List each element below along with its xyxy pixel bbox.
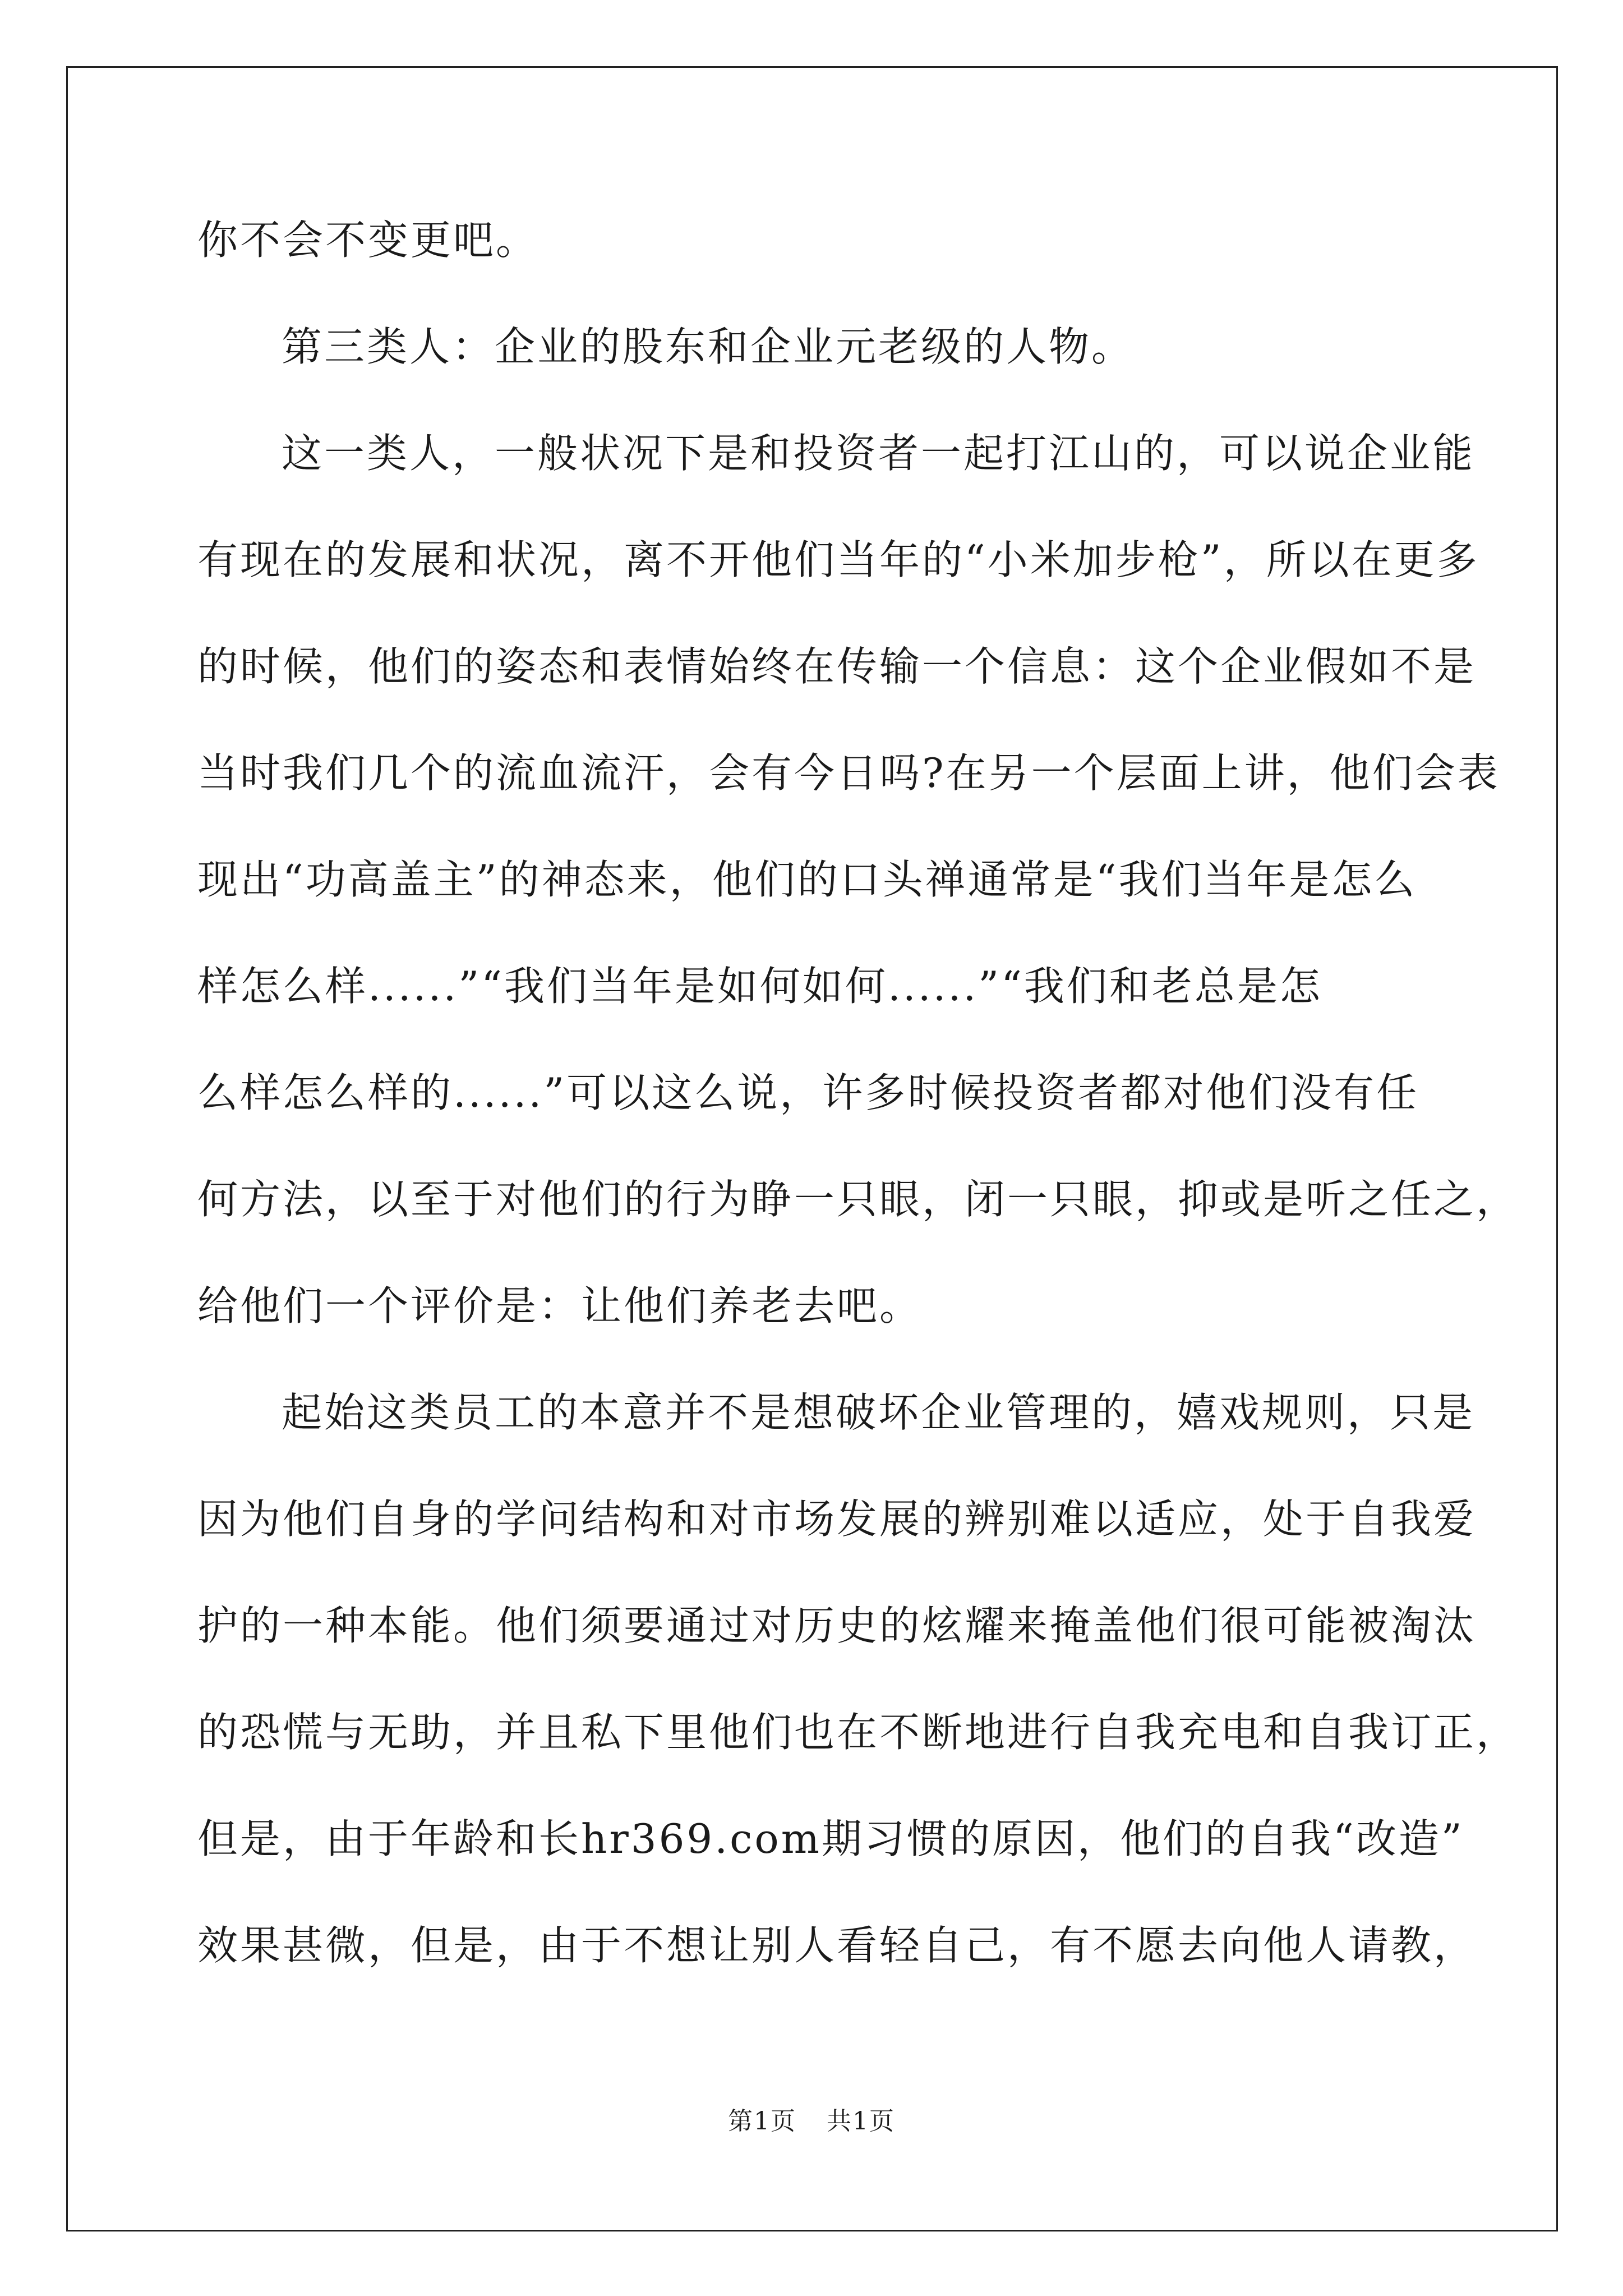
page-border [66, 66, 1558, 2231]
page-total: 共1页 [827, 2107, 895, 2136]
text-line: 的恐慌与无助，并且私下里他们也在不断地进行自我充电和自我订正， [197, 1709, 1519, 1756]
text-line: 的时候，他们的姿态和表情始终在传输一个信息：这个企业假如不是 [197, 643, 1477, 690]
page-number: 第1页 [728, 2107, 796, 2136]
text-line: 有现在的发展和状况，离不开他们当年的“小米加步枪”，所以在更多 [197, 536, 1479, 583]
text-line: 效果甚微，但是，由于不想让别人看轻自己，有不愿去向他人请教， [197, 1922, 1477, 1969]
text-line: 么样怎么样的......”可以这么说，许多时候投资者都对他们没有任 [197, 1069, 1419, 1116]
text-line: 但是，由于年龄和长hr369.com期习惯的原因，他们的自我“改造” [197, 1815, 1464, 1862]
text-line: 何方法，以至于对他们的行为睁一只眼，闭一只眼，抑或是听之任之， [197, 1176, 1519, 1223]
text-line: 起始这类员工的本意并不是想破坏企业管理的，嬉戏规则，只是 [282, 1389, 1476, 1436]
text-line: 第三类人：企业的股东和企业元老级的人物。 [282, 323, 1135, 370]
text-line: 因为他们自身的学问结构和对市场发展的辨别难以适应，处于自我爱 [197, 1496, 1477, 1543]
text-line: 你不会不变更吧。 [197, 217, 539, 264]
text-line: 现出“功高盖主”的神态来，他们的口头禅通常是“我们当年是怎么 [197, 856, 1417, 903]
page-footer [0, 2105, 1623, 2138]
text-line: 当时我们几个的流血流汗，会有今日吗?在另一个层面上讲，他们会表 [197, 749, 1500, 797]
text-line: 这一类人，一般状况下是和投资者一起打江山的，可以说企业能 [282, 430, 1476, 477]
text-line: 样怎么样......”“我们当年是如何如何......”“我们和老总是怎 [197, 963, 1322, 1010]
text-line: 给他们一个评价是：让他们养老去吧。 [197, 1282, 923, 1329]
text-line: 护的一种本能。他们须要通过对历史的炫耀来掩盖他们很可能被淘汰 [197, 1602, 1477, 1649]
